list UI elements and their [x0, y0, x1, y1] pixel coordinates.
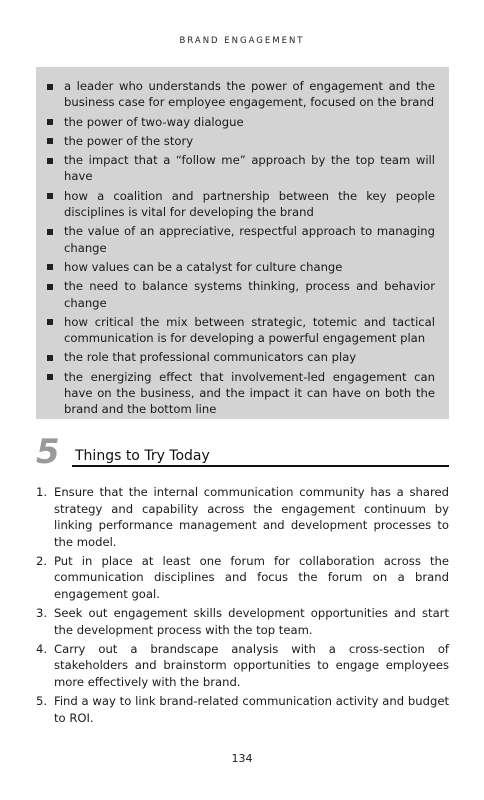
section-heading: [36, 432, 449, 472]
item-text: Find a way to link brand-related communication activity and budget to ROI.: [54, 694, 449, 725]
square-bullet-icon: [47, 229, 53, 235]
bullet-item: [46, 349, 435, 365]
running-header: BRAND ENGAGEMENT: [179, 36, 305, 46]
bullet-text: how critical the mix between strategic, totemic and tactical communication is for developing a powerful engagement plan: [64, 314, 435, 346]
bullet-item: [46, 278, 435, 311]
page-number: 134: [231, 752, 253, 765]
bullet-text: the role that professional communicators can play: [64, 350, 357, 365]
bullet-item: [46, 369, 435, 418]
bullet-text: the power of the story: [64, 133, 194, 148]
item-number: 2.: [36, 553, 48, 568]
square-bullet-icon: [47, 319, 53, 325]
bullet-item: [46, 152, 435, 185]
item-text: Put in place at least one forum for collaboration across the communication disciplines and focus the forum on a brand engagement goal.: [54, 553, 449, 602]
bullet-text: a leader who understands the power of engagement and the business case for employee engagement, focused on the brand: [64, 79, 435, 110]
section-number: 5: [36, 432, 60, 472]
bullet-item: [46, 78, 435, 111]
bullet-text: the need to balance systems thinking, process and behavior change: [64, 279, 435, 310]
section-title: Things to Try Today: [75, 448, 210, 464]
item-text: Carry out a brandscape analysis with a cross-section of stakeholders and brainstorm opportunities to engage employees more effectively with the brand.: [54, 641, 449, 690]
item-text: Seek out engagement skills development opportunities and start the development process with the top team.: [54, 606, 449, 637]
item-text: Ensure that the internal communication community has a shared strategy and capability across the engagement continuum by linking performance management and development processes to the model.: [54, 485, 449, 549]
list-item: [36, 641, 449, 691]
bullet-item: [46, 188, 435, 221]
item-number: 1.: [36, 485, 48, 499]
item-number: 5.: [36, 694, 48, 709]
square-bullet-icon: [47, 193, 53, 199]
square-bullet-icon: [47, 119, 53, 125]
bullet-item: [46, 223, 435, 256]
square-bullet-icon: [47, 355, 53, 361]
bullet-item: [46, 114, 435, 130]
square-bullet-icon: [47, 374, 53, 380]
list-item: [36, 605, 449, 638]
bullet-text: the power of two-way dialogue: [64, 114, 244, 129]
item-number: 3.: [36, 606, 48, 621]
bullet-item: [46, 133, 435, 149]
list-item: [36, 693, 449, 726]
bullet-text: how values can be a catalyst for culture change: [64, 259, 343, 274]
bullet-list: [36, 67, 449, 418]
bullet-text: the impact that a “follow me” approach by the top team will have: [64, 153, 435, 184]
square-bullet-icon: [47, 264, 53, 270]
bullet-text: the energizing effect that involvement-led engagement can have on the business, and the impact it can have on both the brand and the bottom line: [64, 369, 435, 417]
item-number: 4.: [36, 641, 48, 656]
bullet-item: [46, 259, 435, 275]
key-points-box: [36, 67, 449, 419]
section-divider: [72, 465, 449, 467]
square-bullet-icon: [47, 158, 53, 164]
bullet-item: [46, 314, 435, 347]
list-item: [36, 484, 449, 550]
square-bullet-icon: [47, 84, 53, 90]
bullet-text: how a coalition and partnership between the key people disciplines is vital for developing the brand: [64, 188, 435, 220]
square-bullet-icon: [47, 138, 53, 144]
bullet-text: the value of an appreciative, respectful approach to managing change: [64, 224, 435, 255]
square-bullet-icon: [47, 284, 53, 290]
list-item: [36, 553, 449, 603]
numbered-list: [36, 484, 449, 729]
